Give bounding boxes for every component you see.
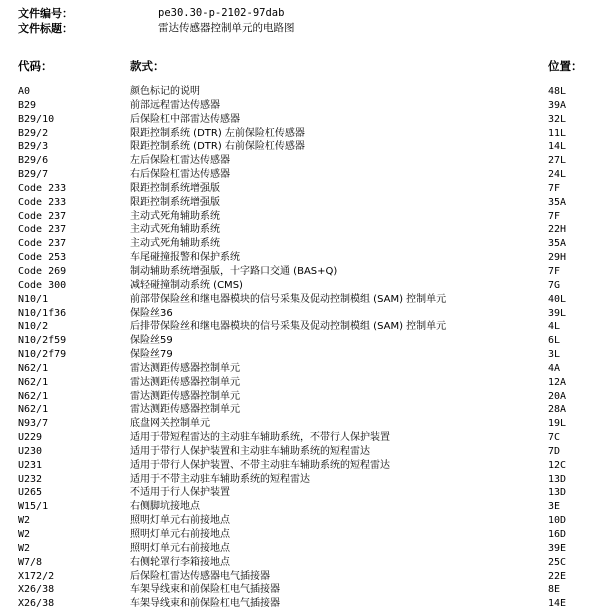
doc-number-label: 文件编号： [18, 7, 73, 20]
row-description: 适用于带短程雷达的主动驻车辅助系统，不带行人保护装置 [130, 432, 390, 444]
row-position: 28A [548, 404, 567, 416]
row-code: Code 233 [18, 182, 67, 194]
row-description: 车架导线束和前保险杠电气插接器 [130, 584, 280, 596]
row-code: X26/38 [18, 584, 55, 596]
component-table [0, 85, 601, 611]
row-description: 主动式死角辅助系统 [130, 238, 220, 250]
row-description: 适用于带行人保护装置、不带主动驻车辅助系统的短程雷达 [130, 459, 390, 471]
row-description: 左后保险杠雷达传感器 [130, 155, 230, 167]
table-row [0, 473, 601, 487]
row-description: 后保险杠雷达传感器电气插接器 [130, 570, 270, 582]
row-position: 48L [548, 86, 567, 97]
row-code: N10/1f36 [18, 307, 67, 319]
row-description: 颜色标记的说明 [130, 86, 200, 97]
row-code: N10/2f79 [18, 349, 67, 361]
table-row [0, 431, 601, 445]
row-position: 7G [548, 279, 561, 291]
row-description: 雷达测距传感器控制单元 [130, 390, 240, 402]
row-position: 7C [548, 432, 561, 444]
table-row [0, 459, 601, 473]
row-code: Code 253 [18, 252, 67, 264]
row-code: X26/38 [18, 598, 55, 610]
row-code: B29/6 [18, 155, 49, 167]
row-position: 27L [548, 155, 567, 167]
table-row [0, 556, 601, 570]
row-description: 保险丝36 [130, 307, 173, 319]
table-row [0, 570, 601, 584]
row-position: 12C [548, 459, 567, 471]
row-code: Code 233 [18, 196, 67, 208]
row-position: 14E [548, 598, 567, 610]
row-code: N10/2 [18, 321, 49, 333]
row-position: 13D [548, 473, 567, 485]
row-position: 25C [548, 556, 567, 568]
row-description: 后保险杠中部雷达传感器 [130, 113, 240, 125]
row-code: U230 [18, 445, 43, 457]
row-description: 限距控制系统增强版 [130, 182, 220, 194]
table-row [0, 597, 601, 611]
table-row [0, 362, 601, 376]
table-row [0, 334, 601, 348]
table-row [0, 320, 601, 334]
row-description: 照明灯单元右前接地点 [130, 515, 230, 527]
table-row [0, 403, 601, 417]
row-description: 减轻碰撞制动系统 (CMS) [130, 279, 243, 291]
row-code: N10/1 [18, 293, 49, 305]
header-position: 位置： [548, 59, 583, 73]
row-description: 车架导线束和前保险杠电气插接器 [130, 598, 280, 610]
row-position: 4L [548, 321, 561, 333]
row-code: U229 [18, 432, 43, 444]
row-description: 适用于带行人保护装置和主动驻车辅助系统的短程雷达 [130, 445, 370, 457]
row-position: 14L [548, 141, 567, 153]
row-position: 19L [548, 418, 567, 430]
row-code: N62/1 [18, 376, 49, 388]
table-row [0, 293, 601, 307]
table-row [0, 237, 601, 251]
doc-title-value: 雷达传感器控制单元的电路图 [158, 22, 295, 34]
row-position: 32L [548, 113, 567, 125]
row-description: 后排带保险丝和继电器模块的信号采集及促动控制模组 (SAM) 控制单元 [130, 321, 447, 333]
table-row [0, 127, 601, 141]
table-row [0, 265, 601, 279]
header-description: 款式： [130, 59, 165, 73]
row-description: 不适用于行人保护装置 [130, 487, 230, 499]
row-code: Code 237 [18, 210, 67, 222]
row-position: 7F [548, 210, 561, 222]
table-row [0, 486, 601, 500]
row-code: X172/2 [18, 570, 55, 582]
row-position: 3L [548, 349, 561, 361]
row-code: W2 [18, 515, 31, 527]
row-code: A0 [18, 86, 31, 97]
row-position: 7D [548, 445, 561, 457]
table-row [0, 154, 601, 168]
table-row [0, 348, 601, 362]
row-code: Code 237 [18, 238, 67, 250]
row-position: 24L [548, 169, 567, 181]
row-description: 雷达测距传感器控制单元 [130, 376, 240, 388]
row-description: 照明灯单元右前接地点 [130, 529, 230, 540]
row-description: 限距控制系统增强版 [130, 196, 220, 208]
table-row [0, 168, 601, 182]
row-description: 主动式死角辅助系统 [130, 210, 220, 222]
row-code: U232 [18, 473, 43, 485]
row-code: B29/3 [18, 141, 49, 153]
row-description: 右侧脚坑接地点 [130, 501, 200, 513]
table-row [0, 500, 601, 514]
doc-number-value: pe30.30-p-2102-97dab [158, 7, 285, 19]
table-header [0, 58, 601, 74]
row-position: 22E [548, 570, 567, 582]
row-description: 制动辅助系统增强版，十字路口交通 (BAS+Q) [130, 265, 338, 277]
table-row [0, 251, 601, 265]
header-code: 代码： [18, 59, 53, 73]
table-row [0, 307, 601, 321]
row-description: 保险丝79 [130, 349, 173, 361]
row-position: 8E [548, 584, 561, 596]
row-description: 车尾碰撞报警和保护系统 [130, 252, 240, 264]
row-description: 限距控制系统 (DTR) 右前保险杠传感器 [130, 141, 305, 153]
row-code: W2 [18, 542, 31, 554]
row-code: Code 300 [18, 279, 67, 291]
row-position: 39A [548, 99, 567, 111]
row-position: 7F [548, 265, 561, 277]
row-code: Code 237 [18, 224, 67, 236]
row-code: W2 [18, 529, 31, 540]
row-code: B29/2 [18, 127, 49, 139]
table-row [0, 445, 601, 459]
row-position: 22H [548, 224, 567, 236]
row-description: 雷达测距传感器控制单元 [130, 404, 240, 416]
table-row [0, 140, 601, 154]
table-row [0, 113, 601, 127]
row-position: 7F [548, 182, 561, 194]
row-position: 39E [548, 542, 567, 554]
row-description: 雷达测距传感器控制单元 [130, 362, 240, 374]
row-description: 适用于不带主动驻车辅助系统的短程雷达 [130, 473, 310, 485]
row-description: 右侧轮罩行李箱接地点 [130, 556, 230, 568]
row-code: U231 [18, 459, 43, 471]
row-code: B29/10 [18, 113, 55, 125]
row-position: 12A [548, 376, 567, 388]
row-code: W15/1 [18, 501, 49, 513]
table-row [0, 583, 601, 597]
table-row [0, 182, 601, 196]
doc-title-label: 文件标题： [18, 22, 73, 35]
row-code: N62/1 [18, 390, 49, 402]
table-row [0, 196, 601, 210]
row-position: 10D [548, 515, 567, 527]
row-code: U265 [18, 487, 43, 499]
row-code: N62/1 [18, 362, 49, 374]
row-description: 底盘网关控制单元 [130, 418, 210, 430]
row-code: N93/7 [18, 418, 49, 430]
row-position: 6L [548, 335, 561, 347]
row-position: 29H [548, 252, 567, 264]
row-position: 3E [548, 501, 561, 513]
table-row [0, 376, 601, 390]
table-row [0, 85, 601, 99]
row-description: 限距控制系统 (DTR) 左前保险杠传感器 [130, 127, 305, 139]
row-description: 照明灯单元右前接地点 [130, 542, 230, 554]
row-code: W7/8 [18, 556, 43, 568]
table-row [0, 279, 601, 293]
table-row [0, 223, 601, 237]
row-code: N62/1 [18, 404, 49, 416]
table-row [0, 390, 601, 404]
row-description: 前部远程雷达传感器 [130, 99, 220, 111]
row-position: 39L [548, 307, 567, 319]
table-row [0, 528, 601, 542]
row-code: N10/2f59 [18, 335, 67, 347]
row-position: 13D [548, 487, 567, 499]
row-description: 右后保险杠雷达传感器 [130, 169, 230, 181]
table-row [0, 514, 601, 528]
row-position: 40L [548, 293, 567, 305]
row-code: B29 [18, 99, 37, 111]
row-position: 35A [548, 238, 567, 250]
row-position: 11L [548, 127, 567, 139]
table-row [0, 417, 601, 431]
row-position: 20A [548, 390, 567, 402]
row-description: 主动式死角辅助系统 [130, 224, 220, 236]
row-description: 前部带保险丝和继电器模块的信号采集及促动控制模组 (SAM) 控制单元 [130, 293, 447, 305]
row-position: 16D [548, 529, 567, 540]
row-description: 保险丝59 [130, 335, 173, 347]
row-code: B29/7 [18, 169, 49, 181]
row-position: 35A [548, 196, 567, 208]
table-row [0, 542, 601, 556]
table-row [0, 210, 601, 224]
table-row [0, 99, 601, 113]
row-position: 4A [548, 362, 561, 374]
row-code: Code 269 [18, 265, 67, 277]
